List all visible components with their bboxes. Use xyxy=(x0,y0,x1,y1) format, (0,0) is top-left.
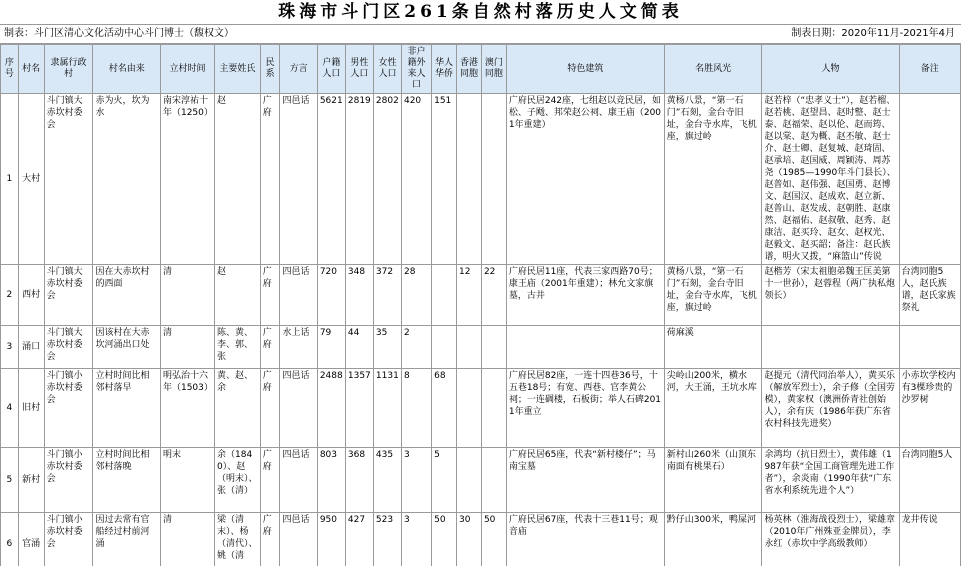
cell-population: 2488 xyxy=(317,369,345,448)
cell-name-origin: 立村时间比相邻村落晚 xyxy=(93,448,161,513)
cell-female: 435 xyxy=(373,448,401,513)
cell-surname: 梁（清末）、杨（清代）、姚（清 xyxy=(215,513,261,566)
cell-buildings: 广府民居11座，代表三家西路70号；康王庙（2001年重建）；林允文家旗墓，古井 xyxy=(506,265,664,326)
cell-population: 720 xyxy=(317,265,345,326)
cell-no: 3 xyxy=(1,326,19,369)
cell-remark: 小赤坎学校内有3棵珍贵的沙罗树 xyxy=(899,369,960,448)
cell-overseas: 50 xyxy=(432,513,457,566)
cell-surname: 陈、黄、李、郭、张 xyxy=(215,326,261,369)
cell-scenery: 黄杨八景，“第一石门”石刻，金台寺旧址，金台寺水库，飞机座，旗过岭 xyxy=(664,94,762,265)
cell-ethnic-group: 广府 xyxy=(260,94,280,265)
cell-female: 372 xyxy=(373,265,401,326)
header-cell: 特色建筑 xyxy=(506,45,664,94)
header-cell: 序号 xyxy=(1,45,19,94)
cell-scenery: 黄杨八景，“第一石门”石刻，金台寺旧址，金台寺水库，飞机座，旗过岭 xyxy=(664,265,762,326)
cell-people: 赵提元（清代同治举人），黄买乐（解放军烈士），余子修（全国劳模），黄家权（澳洲侨青社创始人），余有庆（1986年获广东省农村科技先进奖） xyxy=(762,369,899,448)
cell-hk xyxy=(457,94,482,265)
village-table xyxy=(0,44,961,566)
cell-founded: 清 xyxy=(160,513,214,566)
cell-remark: 龙井传说 xyxy=(899,513,960,566)
cell-surname: 黄、赵、余 xyxy=(215,369,261,448)
cell-founded: 清 xyxy=(160,265,214,326)
cell-village-name: 涌口 xyxy=(18,326,44,369)
cell-ethnic-group: 广府 xyxy=(260,369,280,448)
cell-hk: 12 xyxy=(457,265,482,326)
cell-people: 赵若梓（“忠孝义士”），赵若榴、赵若桃、赵望昌、赵时整、赵士泰、赵福荣、赵以伦、赵而筠、赵以棠、赵为概、赵丕敏、赵士介、赵士卿、赵复城、赵琦固、赵承培、赵国威、周颖涛、周苏尧（1985—1990年斗门县长）、赵普如、赵伟强、赵国勇、赵博文、赵国汉、赵成欢、赵立新、赵普山、赵发成、赵朝胜、赵康然、赵福佑、赵叔敬、赵秀、赵康洁、赵买玲、赵女、赵权光、赵毅文、赵买韶；备注：赵氏族谱，明火又拨，“麻篮山”传说 xyxy=(762,94,899,265)
cell-migrant: 3 xyxy=(401,513,431,566)
cell-remark: 台湾同胞5人，赵氏族谱，赵氏家族祭礼 xyxy=(899,265,960,326)
cell-ethnic-group: 广府 xyxy=(260,448,280,513)
cell-no: 1 xyxy=(1,94,19,265)
cell-buildings: 广府民居65座，代表“新村楼仔”；马南宝墓 xyxy=(506,448,664,513)
table-row xyxy=(1,94,961,265)
header-cell: 备注 xyxy=(899,45,960,94)
cell-no: 4 xyxy=(1,369,19,448)
cell-migrant: 2 xyxy=(401,326,431,369)
cell-scenery: 荷麻溪 xyxy=(664,326,762,369)
cell-population: 5621 xyxy=(317,94,345,265)
cell-hk xyxy=(457,448,482,513)
cell-people: 杨英林（淮海战役烈士），梁雄章（2010年广州殊亚金牌员），李永红（赤坎中学高级教师） xyxy=(762,513,899,566)
cell-female: 1131 xyxy=(373,369,401,448)
cell-scenery: 新村山260米（山顶东南面有桃果石） xyxy=(664,448,762,513)
cell-overseas xyxy=(432,265,457,326)
header-cell: 主要姓氏 xyxy=(215,45,261,94)
header-cell: 方言 xyxy=(280,45,317,94)
cell-male: 368 xyxy=(345,448,373,513)
cell-hk xyxy=(457,369,482,448)
header-cell: 民系 xyxy=(260,45,280,94)
cell-migrant: 8 xyxy=(401,369,431,448)
header-row xyxy=(1,45,961,94)
cell-migrant: 28 xyxy=(401,265,431,326)
cell-macau xyxy=(481,326,506,369)
cell-scenery: 尖岭山200米，横水河，大王涌，王坑水库 xyxy=(664,369,762,448)
cell-village-name: 新村 xyxy=(18,448,44,513)
cell-ethnic-group: 广府 xyxy=(260,326,280,369)
header-cell: 村名由来 xyxy=(93,45,161,94)
header-cell: 户籍人口 xyxy=(317,45,345,94)
cell-dialect: 四邑话 xyxy=(280,369,317,448)
header-cell: 女性人口 xyxy=(373,45,401,94)
cell-remark xyxy=(899,94,960,265)
cell-population: 950 xyxy=(317,513,345,566)
cell-people: 赵楷芳（宋太祖胞弟魏王匡美第十一世孙），赵蓉程（两广执私炮领长） xyxy=(762,265,899,326)
cell-male: 44 xyxy=(345,326,373,369)
table-row xyxy=(1,326,961,369)
cell-macau xyxy=(481,94,506,265)
cell-overseas xyxy=(432,326,457,369)
cell-no: 6 xyxy=(1,513,19,566)
cell-no: 2 xyxy=(1,265,19,326)
cell-buildings: 广府民居82座，一连十四巷36号，十五巷18号；有宽、西巷、官李黄公祠；一连碉楼，石板街；举人石碑2011年重立 xyxy=(506,369,664,448)
table-meta xyxy=(0,25,961,44)
cell-buildings xyxy=(506,326,664,369)
cell-scenery: 黔仔山300米，鸭屎河 xyxy=(664,513,762,566)
cell-male: 1357 xyxy=(345,369,373,448)
cell-remark: 台湾同胞5人 xyxy=(899,448,960,513)
header-cell: 村名 xyxy=(18,45,44,94)
cell-overseas: 68 xyxy=(432,369,457,448)
header-cell: 华人华侨 xyxy=(432,45,457,94)
cell-name-origin: 因该村在大赤坎河涌出口处 xyxy=(93,326,161,369)
cell-macau xyxy=(481,448,506,513)
cell-dialect: 四邑话 xyxy=(280,448,317,513)
cell-admin-village: 斗门镇小赤坎村委会 xyxy=(44,513,93,566)
cell-female: 2802 xyxy=(373,94,401,265)
cell-dialect: 四邑话 xyxy=(280,265,317,326)
header-cell: 人物 xyxy=(762,45,899,94)
cell-admin-village: 斗门镇大赤坎村委会 xyxy=(44,265,93,326)
cell-overseas: 151 xyxy=(432,94,457,265)
header-cell: 男性人口 xyxy=(345,45,373,94)
cell-founded: 明弘治十六年（1503） xyxy=(160,369,214,448)
cell-buildings: 广府民居67座，代表十三巷11号；观音庙 xyxy=(506,513,664,566)
table-row xyxy=(1,265,961,326)
cell-ethnic-group: 广府 xyxy=(260,265,280,326)
cell-admin-village: 斗门镇小赤坎村委会 xyxy=(44,369,93,448)
cell-village-name: 官涌 xyxy=(18,513,44,566)
cell-male: 348 xyxy=(345,265,373,326)
cell-overseas: 5 xyxy=(432,448,457,513)
table-title: 珠海市斗门区261条自然村落历史人文简表 xyxy=(0,0,961,25)
cell-dialect: 水上话 xyxy=(280,326,317,369)
cell-admin-village: 斗门镇小赤坎村委会 xyxy=(44,448,93,513)
cell-village-name: 大村 xyxy=(18,94,44,265)
cell-no: 5 xyxy=(1,448,19,513)
cell-village-name: 西村 xyxy=(18,265,44,326)
cell-name-origin: 赤为火，坎为水 xyxy=(93,94,161,265)
cell-macau: 50 xyxy=(481,513,506,566)
cell-hk: 30 xyxy=(457,513,482,566)
cell-admin-village: 斗门镇大赤坎村委会 xyxy=(44,326,93,369)
cell-village-name: 旧村 xyxy=(18,369,44,448)
cell-male: 2819 xyxy=(345,94,373,265)
cell-people: 余鸿均（抗日烈士），黄伟雄（1987年获“全国工商管理先进工作者”），余炎南（1990年获“广东省水利系统先进个人”） xyxy=(762,448,899,513)
cell-surname: 余（1840）、赵（明末）、张（清） xyxy=(215,448,261,513)
header-cell: 非户籍外来人口 xyxy=(401,45,431,94)
cell-dialect: 四邑话 xyxy=(280,513,317,566)
table-row xyxy=(1,448,961,513)
cell-founded: 南宋淳祐十年（1250） xyxy=(160,94,214,265)
cell-population: 803 xyxy=(317,448,345,513)
cell-buildings: 广府民居242座，七组赵以竞民居，如松、子飏、邦荣赵公祠、康王庙（2001年重建） xyxy=(506,94,664,265)
cell-people xyxy=(762,326,899,369)
table-row xyxy=(1,513,961,566)
header-cell: 立村时间 xyxy=(160,45,214,94)
cell-female: 523 xyxy=(373,513,401,566)
cell-macau xyxy=(481,369,506,448)
cell-name-origin: 因过去常有官船经过村前河涌 xyxy=(93,513,161,566)
cell-remark xyxy=(899,326,960,369)
cell-hk xyxy=(457,326,482,369)
cell-migrant: 420 xyxy=(401,94,431,265)
cell-founded: 清 xyxy=(160,326,214,369)
cell-population: 79 xyxy=(317,326,345,369)
cell-male: 427 xyxy=(345,513,373,566)
header-cell: 隶属行政村 xyxy=(44,45,93,94)
table-row xyxy=(1,369,961,448)
header-cell: 名胜风光 xyxy=(664,45,762,94)
cell-female: 35 xyxy=(373,326,401,369)
producer-text: 制表：斗门区清心文化活动中心斗门博士（馥权文） xyxy=(4,28,234,39)
cell-dialect: 四邑话 xyxy=(280,94,317,265)
cell-surname: 赵 xyxy=(215,94,261,265)
header-cell: 澳门同胞 xyxy=(481,45,506,94)
date-text: 制表日期：2020年11月-2021年4月 xyxy=(791,28,955,39)
cell-name-origin: 因在大赤坎村的西面 xyxy=(93,265,161,326)
cell-name-origin: 立村时间比相邻村落早 xyxy=(93,369,161,448)
cell-macau: 22 xyxy=(481,265,506,326)
cell-migrant: 3 xyxy=(401,448,431,513)
cell-ethnic-group: 广府 xyxy=(260,513,280,566)
cell-admin-village: 斗门镇大赤坎村委会 xyxy=(44,94,93,265)
cell-founded: 明末 xyxy=(160,448,214,513)
cell-surname: 赵 xyxy=(215,265,261,326)
header-cell: 香港同胞 xyxy=(457,45,482,94)
